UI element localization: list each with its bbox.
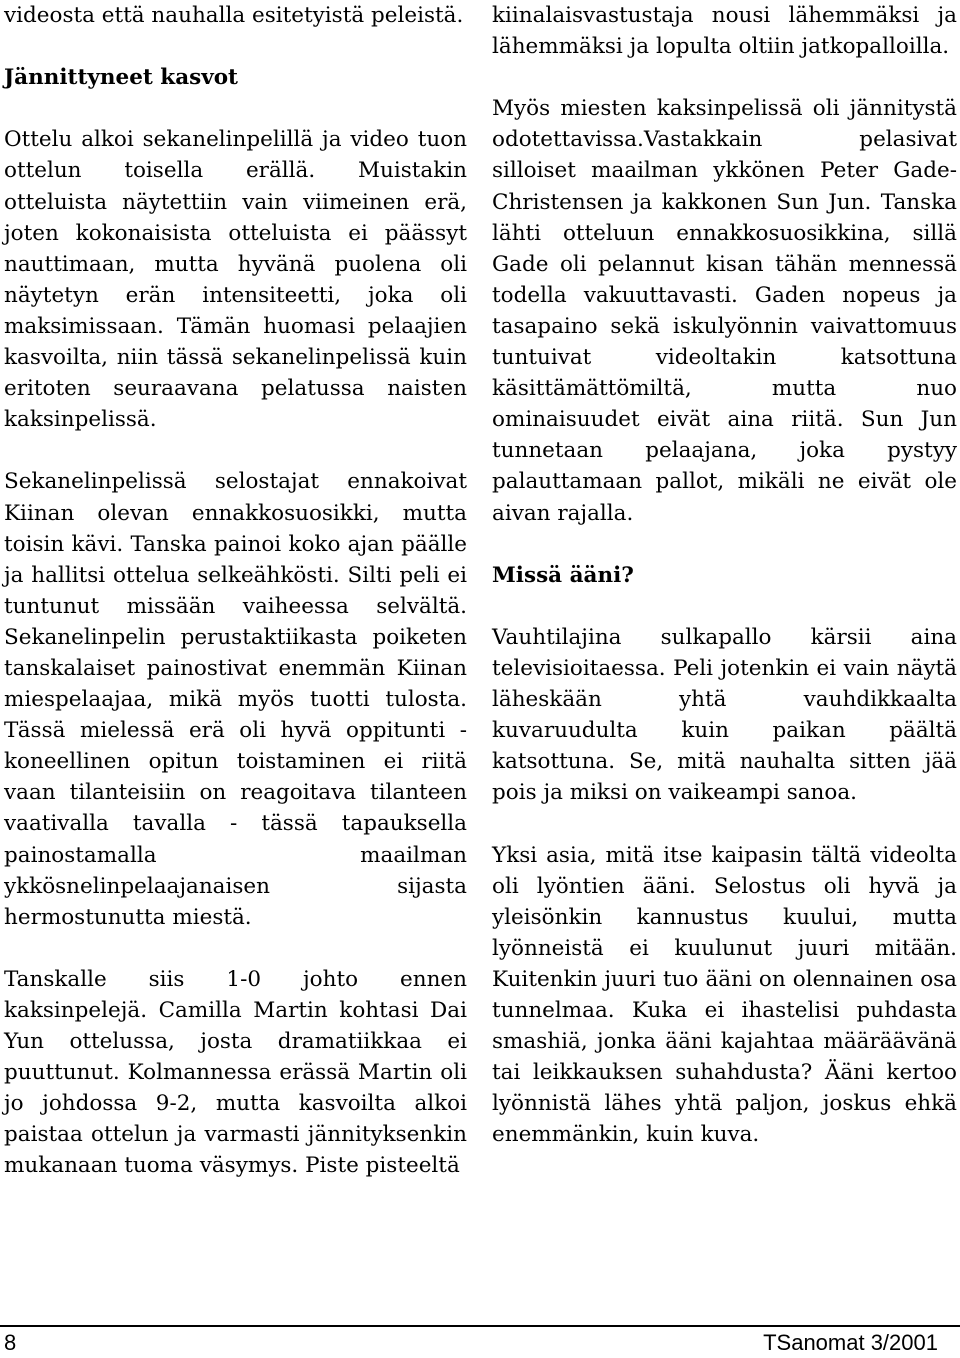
body-paragraph: Ottelu alkoi sekanelinpelillä ja video tuon ottelun toisella erällä. Muistakin otteluista näytettiin vain viimeinen erä, joten kokonaisista otteluista ei päässyt nauttimaan, mutta hyvänä puolena oli näytetyn erän intensiteetti, joka oli maksimissaan. Tämän huomasi pelaajien kasvoilta, niin tässä sekanelinpelissä kuin eritoten seuraavana pelatussa naisten kaksinpelissä.	[4, 127, 467, 433]
section-heading-tense-faces: Jännittyneet kasvot	[4, 65, 238, 91]
body-paragraph: Sekanelinpelissä selostajat ennakoivat Kiinan olevan ennakkosuosikki, mutta toisin kävi. Tanska painoi koko ajan päälle ja hallitsi ottelua selkeähkösti. Silti peli ei tuntunut missään vaiheessa selvältä. Sekanelinpelin perustaktiikasta poiketen tanskalaiset painostivat enemmän Kiinan miespelaajaa, mikä myös tuotti tulosta. Tässä mielessä erä oli hyvä oppitunti - koneellinen opitun toistaminen ei riitä vaan tilanteisiin on reagoitava tilanteen vaativalla tavalla - tässä tapauksella painostamalla maailman ykkösnelinpelaajanaisen sijasta hermostunutta miestä.	[4, 469, 467, 930]
page-number: 8	[4, 1330, 17, 1355]
right-column	[492, 0, 957, 1150]
body-paragraph: Myös miesten kaksinpelissä oli jännitystä odotettavissa.Vastakkain pelasivat silloiset maailman ykkönen Peter Gade-Christensen ja kakkonen Sun Jun. Tanska lähti otteluun ennakkosuosikkina, sillä Gade oli pelannut kisan tähän mennessä todella vakuuttavasti. Gaden nopeus ja tasapaino sekä iskulyönnin vaivattomuus tuntuivat videoltakin katsottuna käsittämättömiltä, mutta nuo ominaisuudet eivät aina riitä. Sun Jun tunnetaan pelaajana, joka pystyy palauttamaan pallot, mikäli ne eivät ole aivan rajalla.	[492, 96, 957, 526]
body-paragraph: Vauhtilajina sulkapallo kärsii aina televisioitaessa. Peli jotenkin ei vain näytä läheskään yhtä vauhdikkaalta kuvaruudulta kuin paikan päältä katsottuna. Se, mitä nauhalta sitten jää pois ja miksi on vaikeampi sanoa.	[492, 624, 957, 806]
left-column	[4, 0, 467, 1182]
publication-issue: TSanomat 3/2001	[763, 1330, 938, 1355]
body-paragraph: Tanskalle siis 1-0 johto ennen kaksinpelejä. Camilla Martin kohtasi Dai Yun ottelussa, josta dramatiikkaa ei puuttunut. Kolmannessa erässä Martin oli jo johdossa 9-2, mutta kasvoilta alkoi paistaa ottelun ja varmasti jännityksenkin mukanaan tuoma väsymys. Piste pisteeltä	[4, 966, 467, 1179]
section-heading-where-sound: Missä ääni?	[492, 562, 634, 588]
intro-tail-paragraph: videosta että nauhalla esitetyistä peleistä.	[4, 3, 464, 28]
footer-divider	[0, 1325, 960, 1327]
body-paragraph: Yksi asia, mitä itse kaipasin tältä videolta oli lyöntien ääni. Selostus oli hyvä ja yleisönkin kannustus kuului, mutta lyönneistä ei kuulunut juuri mitään. Kuitenkin juuri tuo ääni on olennainen osa tunnelmaa. Kuka ei ihastelisi puhdasta smashiä, jonka ääni kajahtaa määräävänä tai leikkauksen suhahdusta? Ääni kertoo lyönnistä lähes yhtä paljon, joskus ehkä enemmänkin, kuin kuva.	[492, 842, 957, 1148]
continuation-paragraph: kiinalaisvastustaja nousi lähemmäksi ja lähemmäksi ja lopulta oltiin jatkopalloilla.	[492, 3, 957, 60]
